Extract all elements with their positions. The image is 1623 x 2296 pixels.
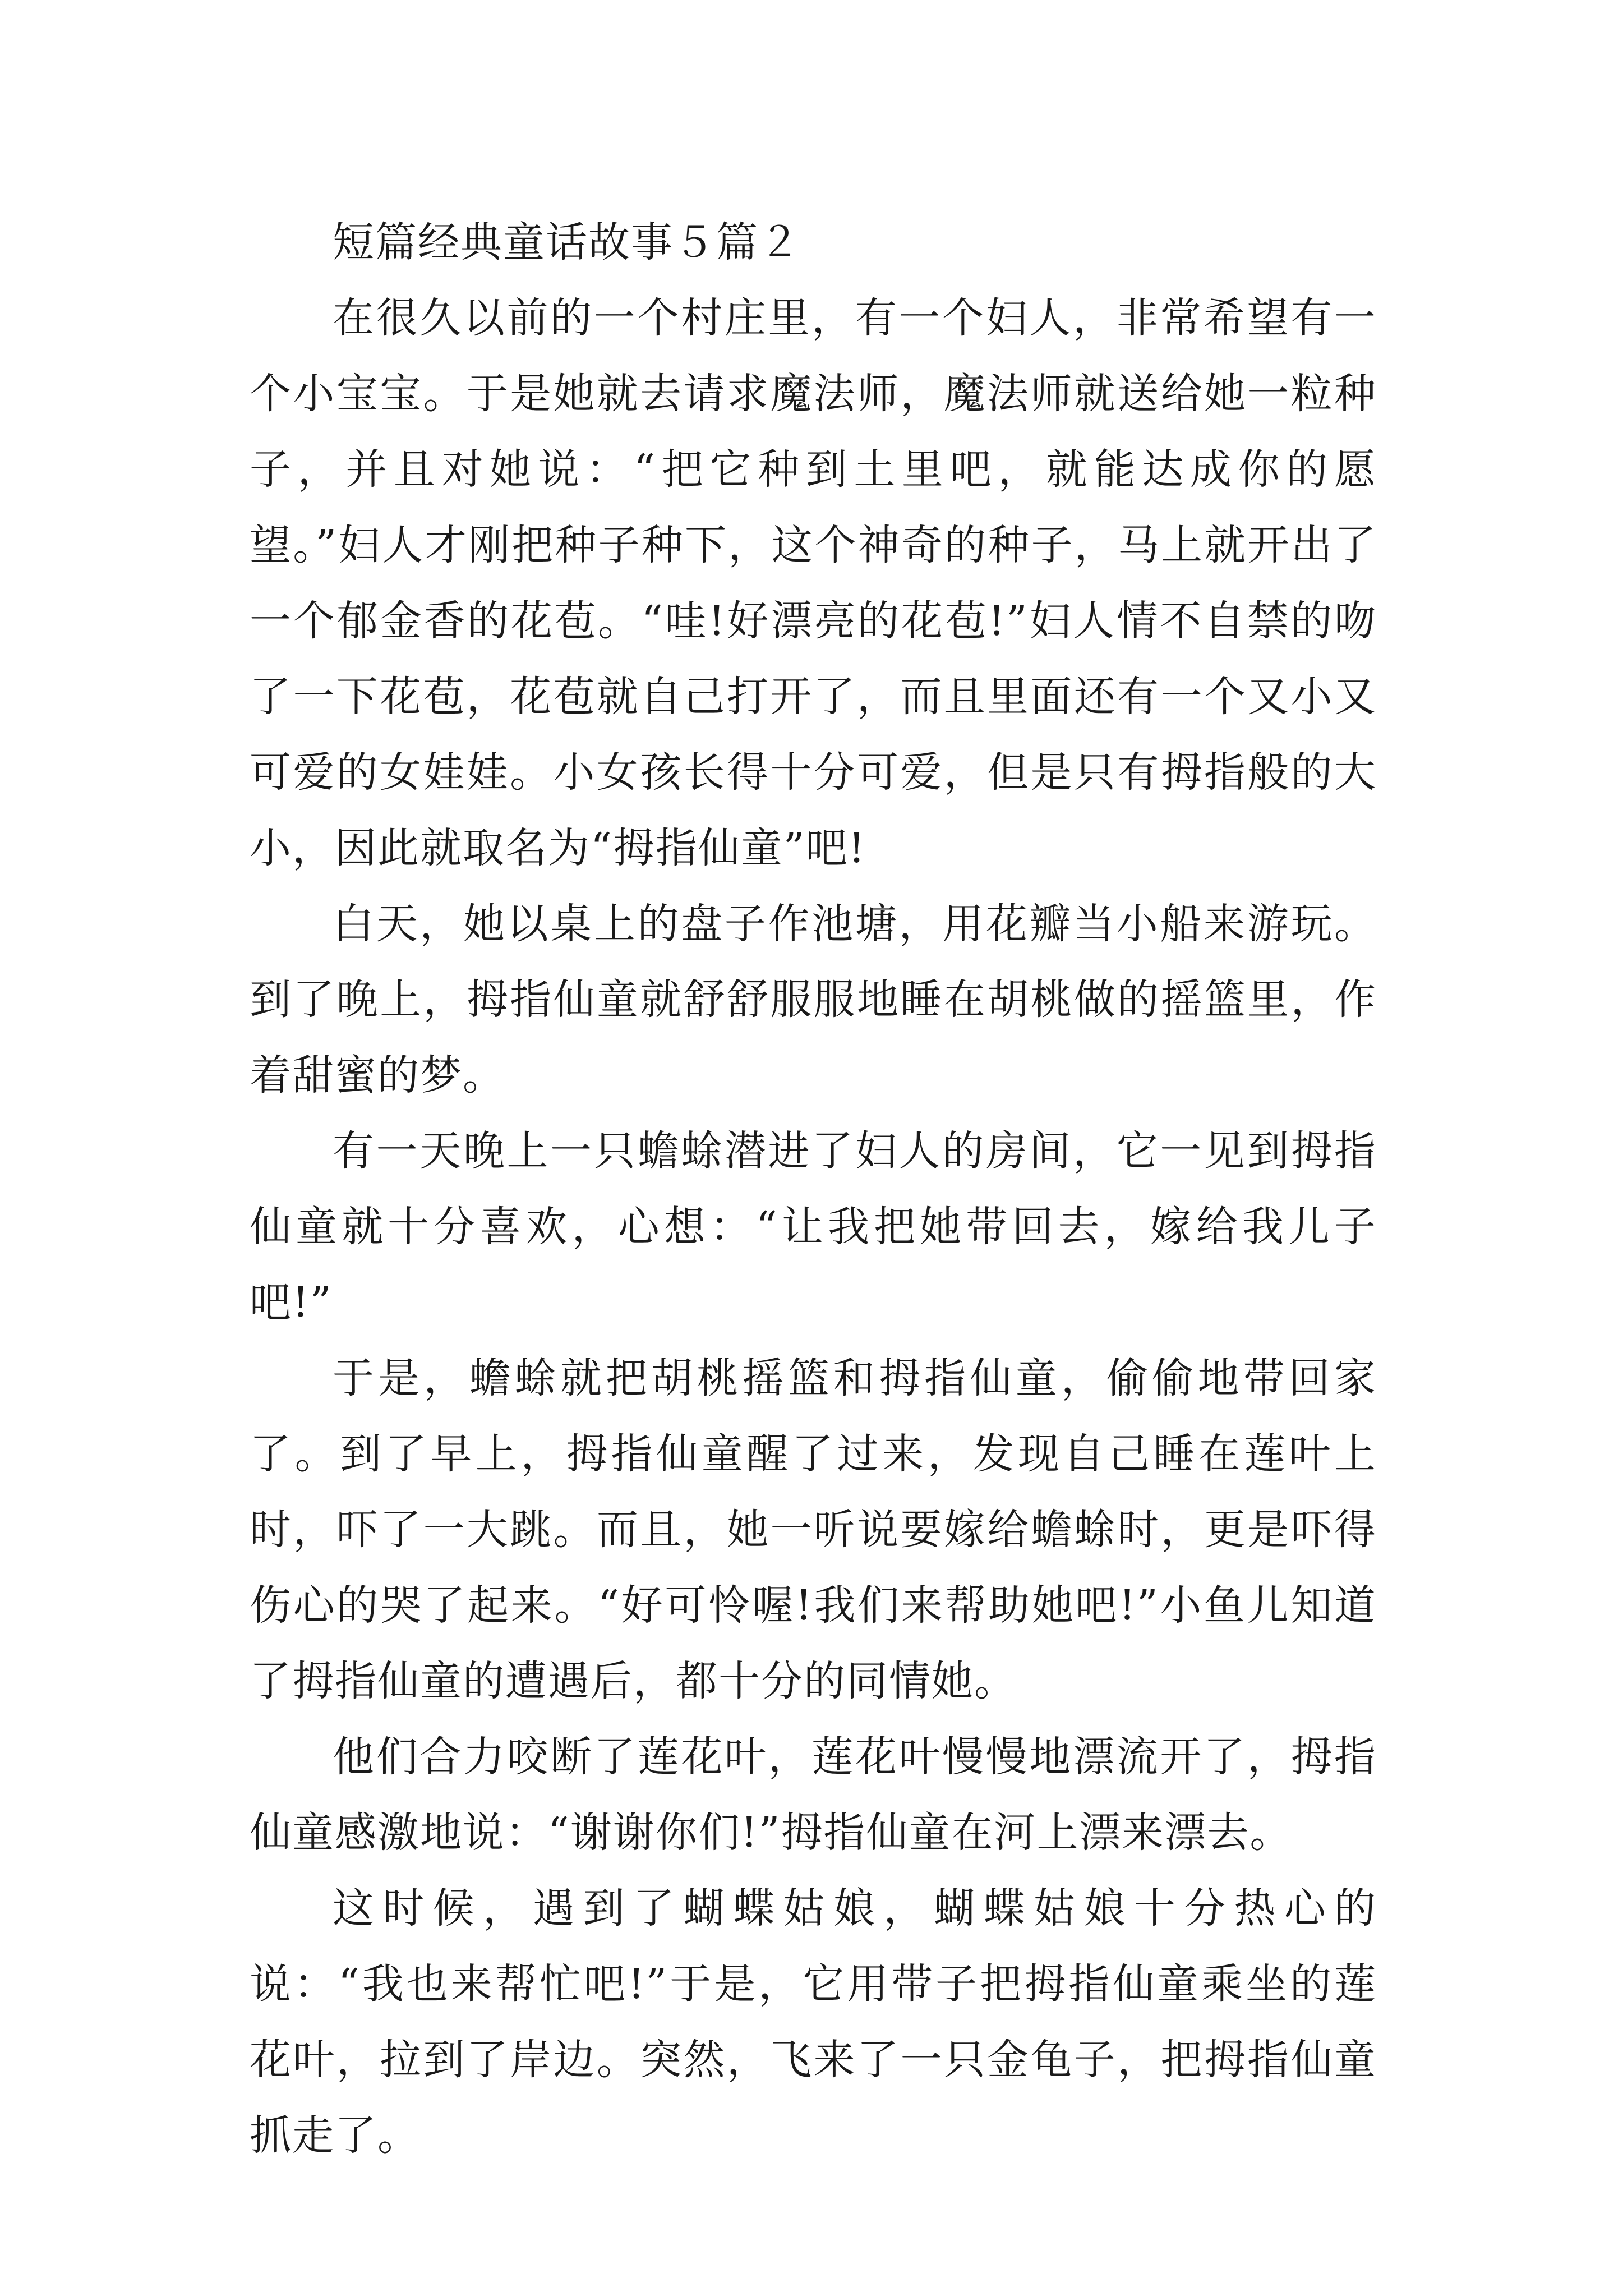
paragraph: 白天，她以桌上的盘子作池塘，用花瓣当小船来游玩。到了晚上，拇指仙童就舒舒服服地睡在胡桃做的摇篮里，作着甜蜜的梦。: [250, 900, 1377, 1099]
paragraph: 有一天晚上一只蟾蜍潜进了妇人的房间，它一见到拇指仙童就十分喜欢，心想：“让我把她带回去，嫁给我儿子吧!”: [250, 1127, 1377, 1327]
document-title: 短篇经典童话故事５篇２: [333, 218, 801, 266]
paragraph: 这时候，遇到了蝴蝶姑娘，蝴蝶姑娘十分热心的说：“我也来帮忙吧!”于是，它用带子把拇指仙童乘坐的莲花叶，拉到了岸边。突然，飞来了一只金龟子，把拇指仙童抓走了。: [250, 1884, 1377, 2160]
paragraph: 在很久以前的一个村庄里，有一个妇人，非常希望有一个小宝宝。于是她就去请求魔法师，魔法师就送给她一粒种子，并且对她说：“把它种到土里吧，就能达成你的愿望。”妇人才刚把种子种下，这个神奇的种子，马上就开出了一个郁金香的花苞。“哇!好漂亮的花苞!”妇人情不自禁的吻了一下花苞，花苞就自己打开了，而且里面还有一个又小又可爱的女娃娃。小女孩长得十分可爱，但是只有拇指般的大小，因此就取名为“拇指仙童”吧!: [250, 294, 1377, 872]
paragraph: 他们合力咬断了莲花叶，莲花叶慢慢地漂流开了，拇指仙童感激地说：“谢谢你们!”拇指仙童在河上漂来漂去。: [250, 1733, 1377, 1857]
document-body: [250, 205, 1377, 2174]
paragraph: 于是，蟾蜍就把胡桃摇篮和拇指仙童，偷偷地带回家了。到了早上，拇指仙童醒了过来，发现自己睡在莲叶上时，吓了一大跳。而且，她一听说要嫁给蟾蜍时，更是吓得伤心的哭了起来。“好可怜喔!我们来帮助她吧!”小鱼儿知道了拇指仙童的遭遇后，都十分的同情她。: [250, 1354, 1377, 1705]
